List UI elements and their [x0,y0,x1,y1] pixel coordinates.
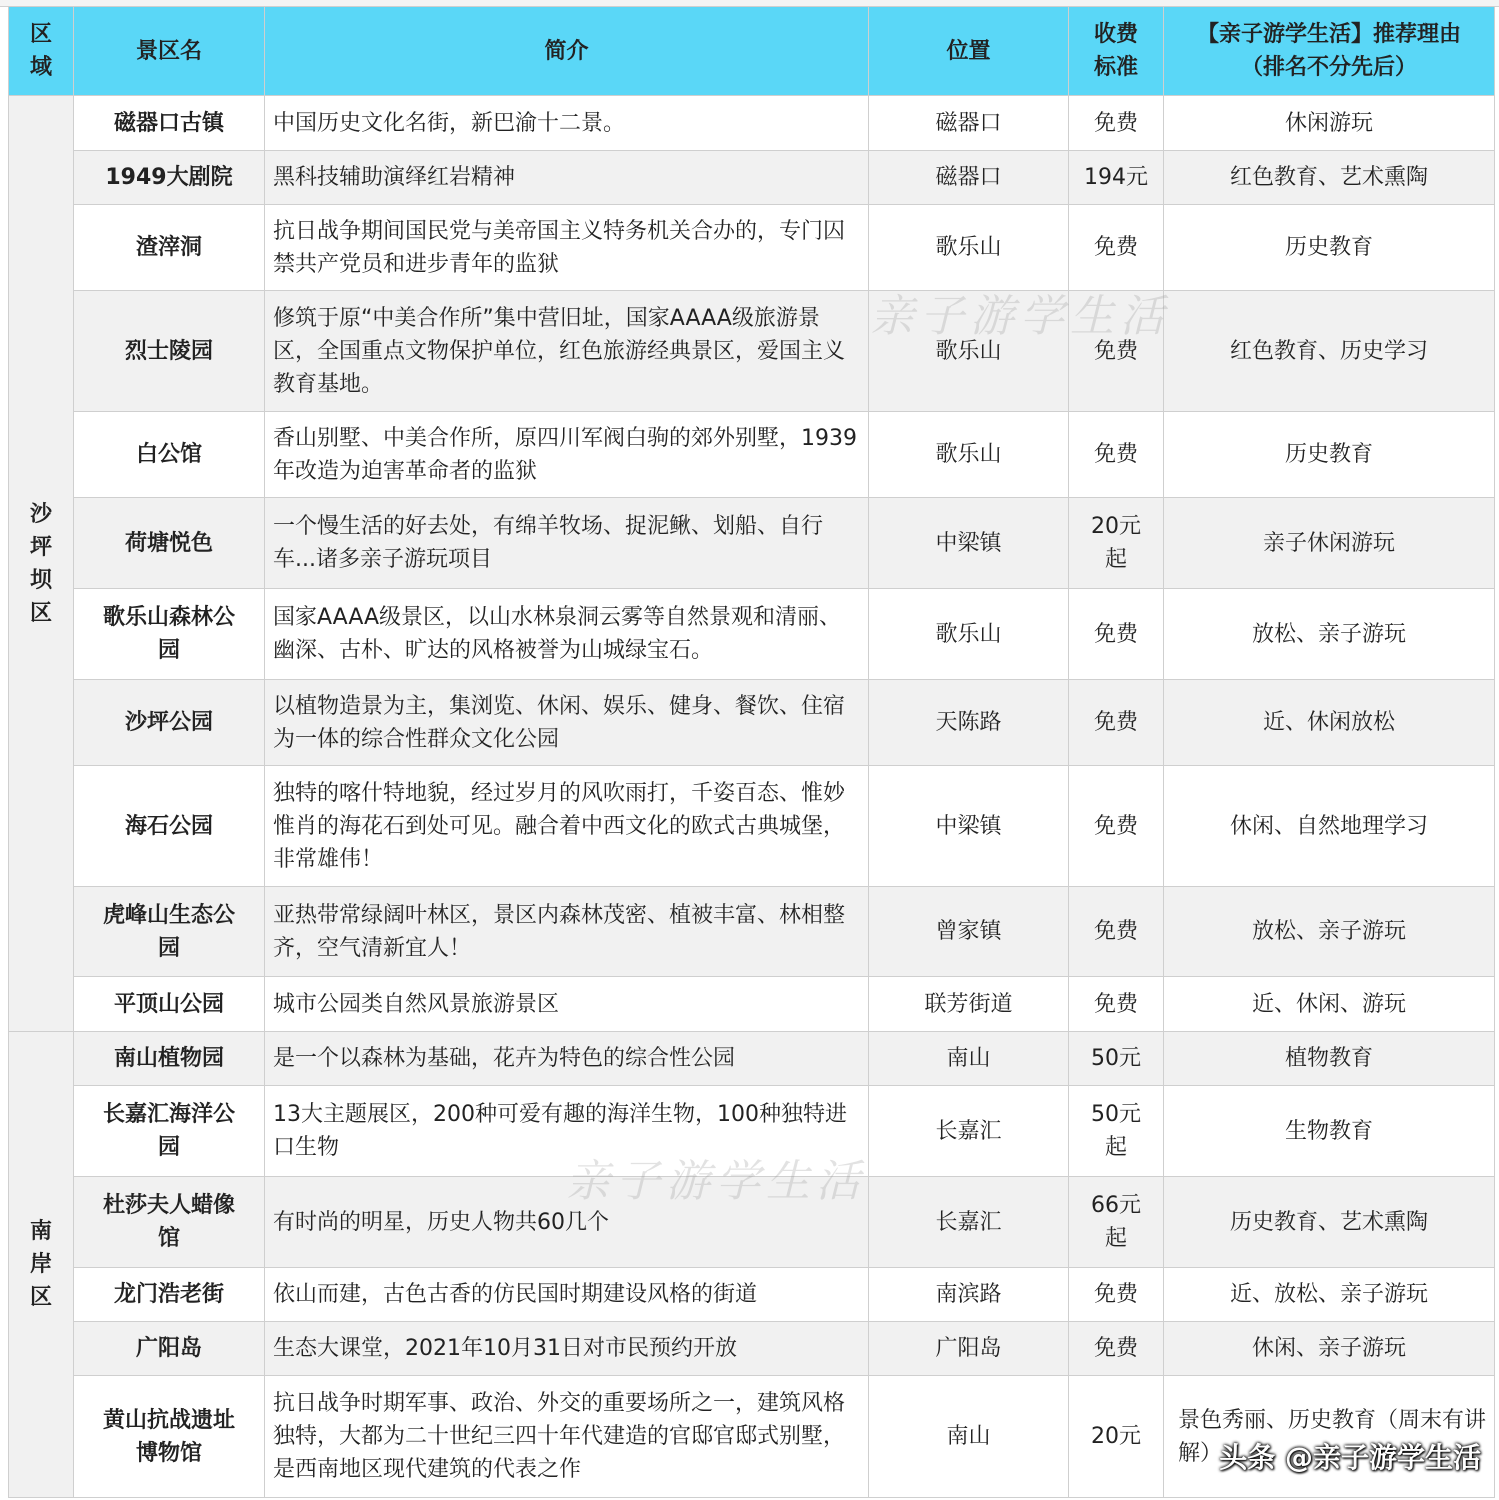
row-reason: 休闲游玩 [1164,96,1495,151]
row-desc: 香山别墅、中美合作所，原四川军阀白驹的郊外别墅，1939年改造为迫害革命者的监狱 [265,412,869,498]
row-name: 广阳岛 [74,1322,265,1376]
table-row [9,887,1495,977]
row-name: 1949大剧院 [74,151,265,205]
row-reason: 历史教育 [1164,412,1495,498]
row-reason: 近、放松、亲子游玩 [1164,1268,1495,1322]
row-name: 黄山抗战遗址 博物馆 [74,1376,265,1498]
row-fee: 免费 [1069,766,1164,887]
table-row [9,291,1495,412]
table-header-row [9,7,1495,96]
row-desc: 抗日战争期间国民党与美帝国主义特务机关合办的，专门囚禁共产党员和进步青年的监狱 [265,205,869,291]
row-location: 广阳岛 [869,1322,1069,1376]
row-location: 曾家镇 [869,887,1069,977]
row-fee: 50元 起 [1069,1086,1164,1177]
row-reason: 红色教育、艺术熏陶 [1164,151,1495,205]
row-desc: 黑科技辅助演绎红岩精神 [265,151,869,205]
row-fee: 194元 [1069,151,1164,205]
row-fee: 免费 [1069,1322,1164,1376]
row-reason: 放松、亲子游玩 [1164,589,1495,680]
watermark-1: 亲子游学生活 [870,291,1170,342]
row-reason: 生物教育 [1164,1086,1495,1177]
row-fee: 20元 [1069,1376,1164,1498]
row-reason: 植物教育 [1164,1032,1495,1086]
table-row [9,1268,1495,1322]
row-name: 荷塘悦色 [74,498,265,589]
row-fee: 免费 [1069,680,1164,766]
row-fee: 免费 [1069,96,1164,151]
row-fee: 免费 [1069,205,1164,291]
row-fee: 免费 [1069,291,1164,412]
row-name: 平顶山公园 [74,977,265,1032]
table-row [9,766,1495,887]
table-row [9,96,1495,151]
row-desc: 生态大课堂，2021年10月31日对市民预约开放 [265,1322,869,1376]
row-reason: 近、休闲放松 [1164,680,1495,766]
row-name: 海石公园 [74,766,265,887]
row-fee: 免费 [1069,589,1164,680]
row-reason: 近、休闲、游玩 [1164,977,1495,1032]
row-desc: 是一个以森林为基础，花卉为特色的综合性公园 [265,1032,869,1086]
row-name: 白公馆 [74,412,265,498]
row-location: 歌乐山 [869,291,1069,412]
row-reason: 景色秀丽、历史教育（周末有讲解） [1164,1376,1495,1498]
row-location: 联芳街道 [869,977,1069,1032]
row-location: 天陈路 [869,680,1069,766]
table-row [9,151,1495,205]
row-desc: 修筑于原“中美合作所”集中营旧址，国家AAAA级旅游景区，全国重点文物保护单位，红色旅游经典景区，爱国主义教育基地。 [265,291,869,412]
row-fee: 20元 起 [1069,498,1164,589]
attractions-table [8,6,1495,1498]
watermark-2: 亲子游学生活 [566,1156,866,1207]
row-reason: 休闲、自然地理学习 [1164,766,1495,887]
header-desc: 简介 [265,7,869,96]
row-fee: 免费 [1069,412,1164,498]
row-desc: 抗日战争时期军事、政治、外交的重要场所之一，建筑风格独特，大都为二十世纪三四十年代建造的官邸官邸式别墅，是西南地区现代建筑的代表之作 [265,1376,869,1498]
row-location: 南山 [869,1376,1069,1498]
row-desc: 城市公园类自然风景旅游景区 [265,977,869,1032]
region-cell-shapingba: 沙 坪 坝 区 [9,96,74,1032]
row-name: 烈士陵园 [74,291,265,412]
row-reason: 休闲、亲子游玩 [1164,1322,1495,1376]
header-fee: 收费 标准 [1069,7,1164,96]
row-name: 龙门浩老街 [74,1268,265,1322]
row-location: 南滨路 [869,1268,1069,1322]
row-desc: 独特的喀什特地貌，经过岁月的风吹雨打，千姿百态、惟妙惟肖的海花石到处可见。融合着中西文化的欧式古典城堡，非常雄伟！ [265,766,869,887]
row-location: 长嘉汇 [869,1086,1069,1177]
row-name: 南山植物园 [74,1032,265,1086]
row-name: 渣滓洞 [74,205,265,291]
row-fee: 50元 [1069,1032,1164,1086]
row-location: 歌乐山 [869,412,1069,498]
row-desc: 依山而建，古色古香的仿民国时期建设风格的街道 [265,1268,869,1322]
row-reason: 放松、亲子游玩 [1164,887,1495,977]
table-row [9,412,1495,498]
row-location: 南山 [869,1032,1069,1086]
row-name: 沙坪公园 [74,680,265,766]
row-desc: 有时尚的明星，历史人物共60几个 [265,1177,869,1268]
table-row [9,1322,1495,1376]
row-desc: 以植物造景为主，集浏览、休闲、娱乐、健身、餐饮、住宿为一体的综合性群众文化公园 [265,680,869,766]
row-name: 杜莎夫人蜡像 馆 [74,1177,265,1268]
row-name: 长嘉汇海洋公 园 [74,1086,265,1177]
table-row [9,680,1495,766]
region-cell-nanan: 南 岸 区 [9,1032,74,1498]
table-row [9,589,1495,680]
row-name: 虎峰山生态公 园 [74,887,265,977]
row-fee: 66元 起 [1069,1177,1164,1268]
row-desc: 一个慢生活的好去处，有绵羊牧场、捉泥鳅、划船、自行车...诸多亲子游玩项目 [265,498,869,589]
row-location: 中梁镇 [869,766,1069,887]
table-row [9,205,1495,291]
row-desc: 国家AAAA级景区，以山水林泉洞云雾等自然景观和清丽、幽深、古朴、旷达的风格被誉为山城绿宝石。 [265,589,869,680]
table-row [9,977,1495,1032]
row-desc: 13大主题展区，200种可爱有趣的海洋生物，100种独特进口生物 [265,1086,869,1177]
row-location: 磁器口 [869,151,1069,205]
table-row [9,1032,1495,1086]
header-region: 区 域 [9,7,74,96]
row-reason: 历史教育 [1164,205,1495,291]
row-reason: 红色教育、历史学习 [1164,291,1495,412]
row-location: 磁器口 [869,96,1069,151]
row-location: 中梁镇 [869,498,1069,589]
row-name: 磁器口古镇 [74,96,265,151]
row-reason: 亲子休闲游玩 [1164,498,1495,589]
row-fee: 免费 [1069,977,1164,1032]
row-desc: 中国历史文化名街，新巴渝十二景。 [265,96,869,151]
row-fee: 免费 [1069,887,1164,977]
table-row [9,498,1495,589]
header-name: 景区名 [74,7,265,96]
row-fee: 免费 [1069,1268,1164,1322]
row-location: 歌乐山 [869,205,1069,291]
row-location: 长嘉汇 [869,1177,1069,1268]
row-name: 歌乐山森林公 园 [74,589,265,680]
row-reason: 历史教育、艺术熏陶 [1164,1177,1495,1268]
row-location: 歌乐山 [869,589,1069,680]
row-desc: 亚热带常绿阔叶林区，景区内森林茂密、植被丰富、林相整齐，空气清新宜人！ [265,887,869,977]
source-credit: 头条 @亲子游学生活 [1219,1441,1481,1474]
header-location: 位置 [869,7,1069,96]
header-reason: 【亲子游学生活】推荐理由 （排名不分先后） [1164,7,1495,96]
